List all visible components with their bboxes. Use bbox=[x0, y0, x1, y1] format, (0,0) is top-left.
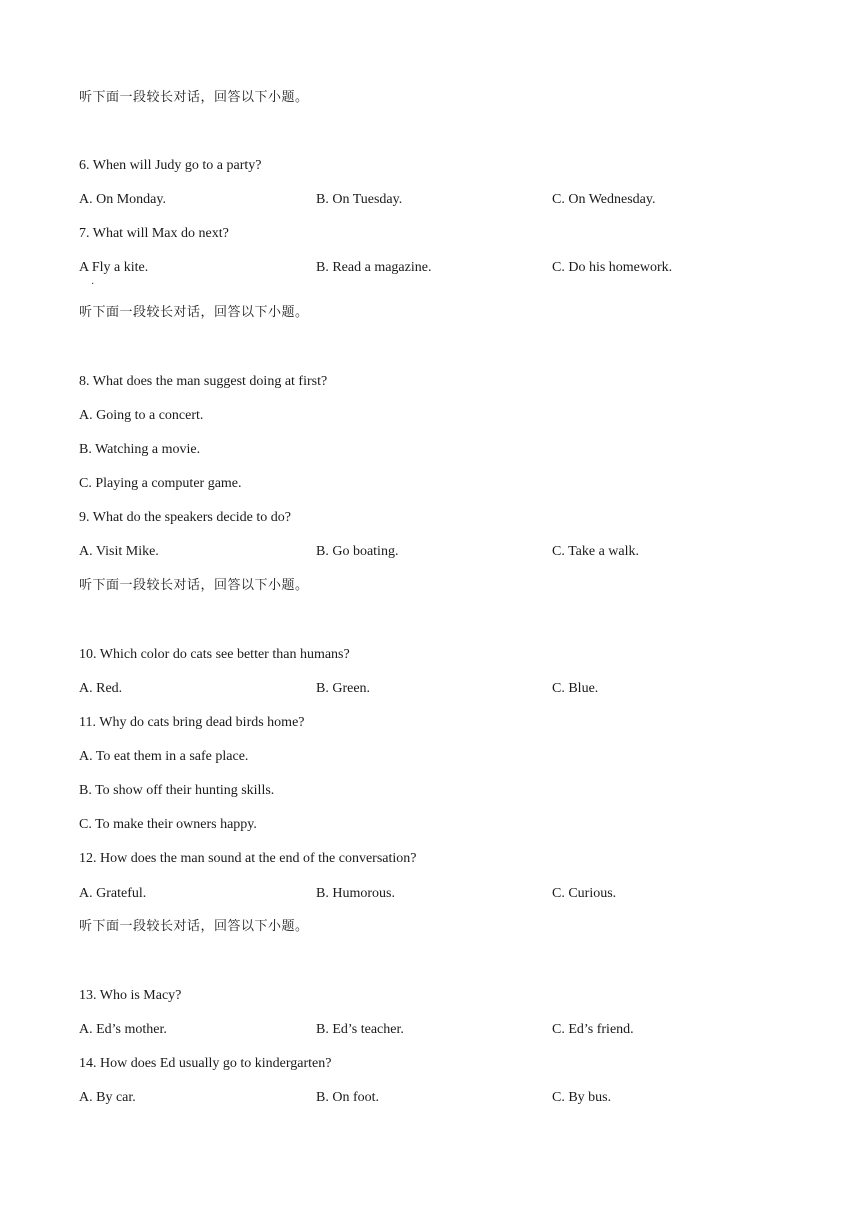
option-c: C. Curious. bbox=[552, 886, 617, 901]
option-b: B. Ed’s teacher. bbox=[316, 1022, 404, 1037]
question-stem: 14. How does Ed usually go to kindergarten? bbox=[79, 1056, 332, 1071]
question-stem: 12. How does the man sound at the end of the conversation? bbox=[79, 851, 417, 866]
option-c: C. Blue. bbox=[552, 681, 599, 696]
option-a: A. Grateful. bbox=[79, 886, 147, 901]
option-b: B. On Tuesday. bbox=[316, 192, 403, 207]
option-b: B. Read a magazine. bbox=[316, 260, 432, 275]
option-b: B. Humorous. bbox=[316, 886, 395, 901]
option-a: A. On Monday. bbox=[79, 192, 166, 207]
option-b: B. Green. bbox=[316, 681, 371, 696]
stray-dot: · bbox=[91, 279, 95, 290]
question-stem: 9. What do the speakers decide to do? bbox=[79, 510, 292, 525]
section-instruction: 听下面一段较长对话，回答以下小题。 bbox=[79, 90, 309, 105]
option-c: C. By bus. bbox=[552, 1090, 612, 1105]
option-c: C. Playing a computer game. bbox=[79, 476, 242, 491]
option-b: B. To show off their hunting skills. bbox=[79, 783, 275, 798]
section-instruction: 听下面一段较长对话，回答以下小题。 bbox=[79, 578, 309, 593]
option-c: C. On Wednesday. bbox=[552, 192, 656, 207]
question-stem: 8. What does the man suggest doing at first? bbox=[79, 374, 328, 389]
option-a: A. To eat them in a safe place. bbox=[79, 749, 249, 764]
question-stem: 10. Which color do cats see better than humans? bbox=[79, 647, 350, 662]
option-c: C. Take a walk. bbox=[552, 544, 640, 559]
option-a: A. Ed’s mother. bbox=[79, 1022, 167, 1037]
option-a: A. Red. bbox=[79, 681, 123, 696]
question-stem: 6. When will Judy go to a party? bbox=[79, 158, 262, 173]
question-stem: 7. What will Max do next? bbox=[79, 226, 229, 241]
option-a: A Fly a kite. bbox=[79, 260, 149, 275]
option-b: B. On foot. bbox=[316, 1090, 379, 1105]
option-a: A. Going to a concert. bbox=[79, 408, 204, 423]
question-stem: 13. Who is Macy? bbox=[79, 988, 182, 1003]
question-stem: 11. Why do cats bring dead birds home? bbox=[79, 715, 305, 730]
option-c: C. To make their owners happy. bbox=[79, 817, 257, 832]
option-c: C. Ed’s friend. bbox=[552, 1022, 634, 1037]
section-instruction: 听下面一段较长对话，回答以下小题。 bbox=[79, 919, 309, 934]
option-b: B. Go boating. bbox=[316, 544, 399, 559]
option-b: B. Watching a movie. bbox=[79, 442, 201, 457]
section-instruction: 听下面一段较长对话，回答以下小题。 bbox=[79, 305, 309, 320]
option-a: A. By car. bbox=[79, 1090, 136, 1105]
option-c: C. Do his homework. bbox=[552, 260, 673, 275]
option-a: A. Visit Mike. bbox=[79, 544, 159, 559]
